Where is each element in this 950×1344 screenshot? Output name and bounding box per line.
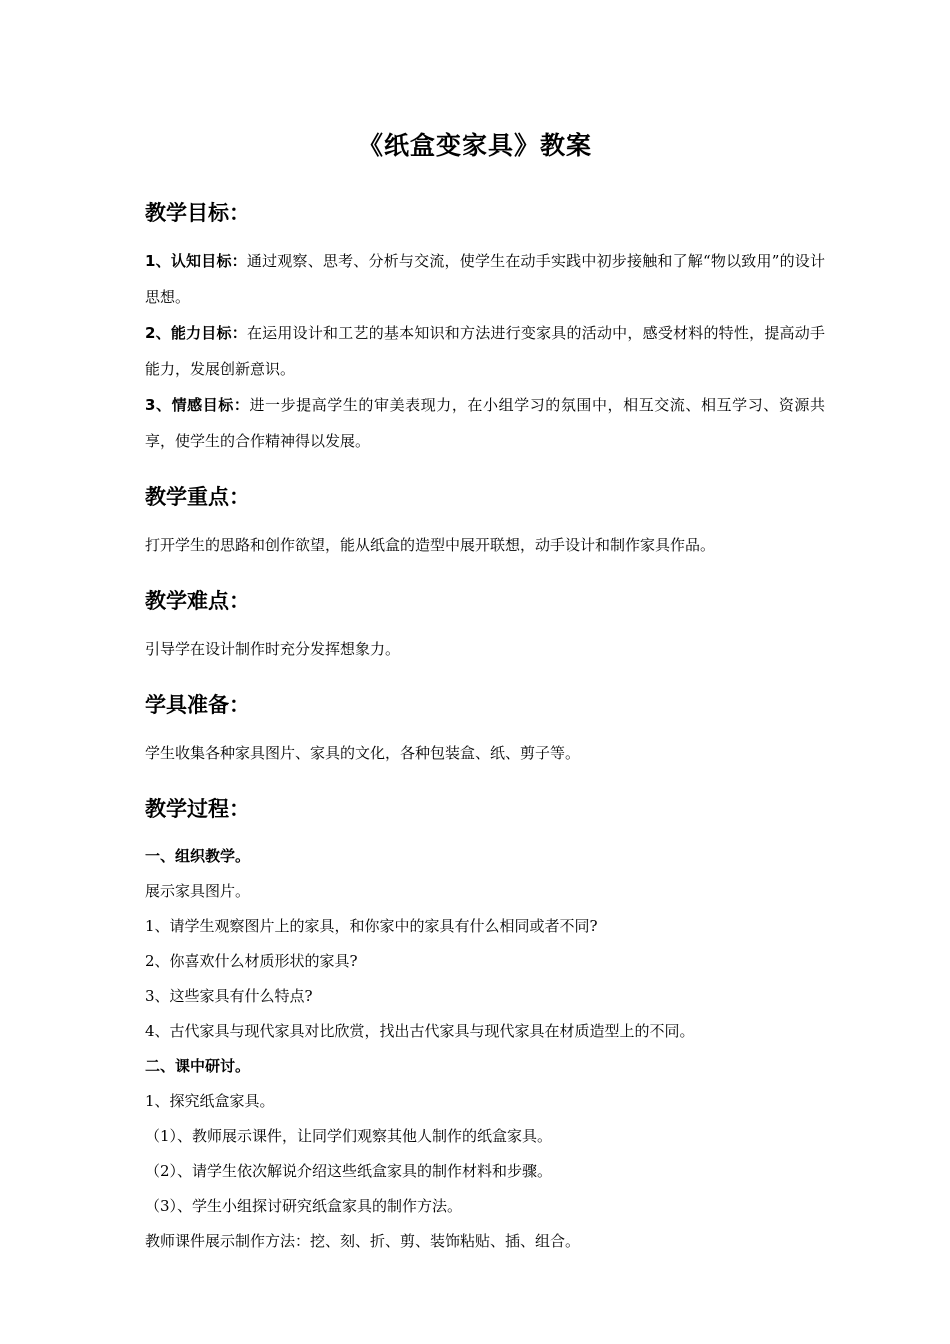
section1-line: 2、你喜欢什么材质形状的家具? — [145, 952, 358, 970]
section1-line: 展示家具图片。 — [145, 882, 251, 900]
section1-line: 1、请学生观察图片上的家具，和你家中的家具有什么相同或者不同? — [145, 917, 598, 935]
process-heading: 教学过程： — [145, 797, 250, 821]
section2-line: 1、探究纸盒家具。 — [145, 1092, 275, 1110]
key-points-text: 打开学生的思路和创作欲望，能从纸盒的造型中展开联想，动手设计和制作家具作品。 — [145, 536, 716, 554]
materials-heading: 学具准备： — [145, 693, 250, 717]
materials-text: 学生收集各种家具图片、家具的文化，各种包装盒、纸、剪子等。 — [145, 744, 581, 762]
section1-line: 3、这些家具有什么特点? — [145, 987, 313, 1005]
objective-item-2 — [145, 315, 825, 387]
section2-line: （1）、教师展示课件，让同学们观察其他人制作的纸盒家具。 — [145, 1127, 553, 1145]
objective-item-3 — [145, 387, 825, 459]
difficulties-text: 引导学在设计制作时充分发挥想象力。 — [145, 640, 401, 658]
section1-heading: 一、组织教学。 — [145, 847, 251, 865]
section2-line: （2）、请学生依次解说介绍这些纸盒家具的制作材料和步骤。 — [145, 1162, 553, 1180]
objective-text: 在运用设计和工艺的基本知识和方法进行变家具的活动中，感受材料的特性，提高动手能力，发展创新意识。 — [145, 324, 825, 378]
objective-label: 2、能力目标： — [145, 324, 247, 342]
difficulties-heading: 教学难点： — [145, 589, 250, 613]
section2-line: 教师课件展示制作方法：挖、刻、折、剪、装饰粘贴、插、组合。 — [145, 1232, 581, 1250]
key-points-heading: 教学重点： — [145, 485, 250, 509]
objective-label: 1、认知目标： — [145, 252, 247, 270]
objective-text: 通过观察、思考、分析与交流，使学生在动手实践中初步接触和了解“物以致用”的设计思想。 — [145, 252, 825, 306]
section2-line: （3）、学生小组探讨研究纸盒家具的制作方法。 — [145, 1197, 463, 1215]
document-title: 《纸盒变家具》教案 — [357, 131, 592, 160]
section2-heading: 二、课中研讨。 — [145, 1057, 251, 1075]
document-body — [145, 195, 825, 1259]
objective-text: 进一步提高学生的审美表现力，在小组学习的氛围中，相互交流、相互学习、资源共享，使学生的合作精神得以发展。 — [145, 396, 825, 450]
section1-line: 4、古代家具与现代家具对比欣赏，找出古代家具与现代家具在材质造型上的不同。 — [145, 1022, 695, 1040]
objective-item-1 — [145, 243, 825, 315]
objectives-heading: 教学目标： — [145, 201, 250, 225]
objective-label: 3、情感目标： — [145, 396, 250, 414]
